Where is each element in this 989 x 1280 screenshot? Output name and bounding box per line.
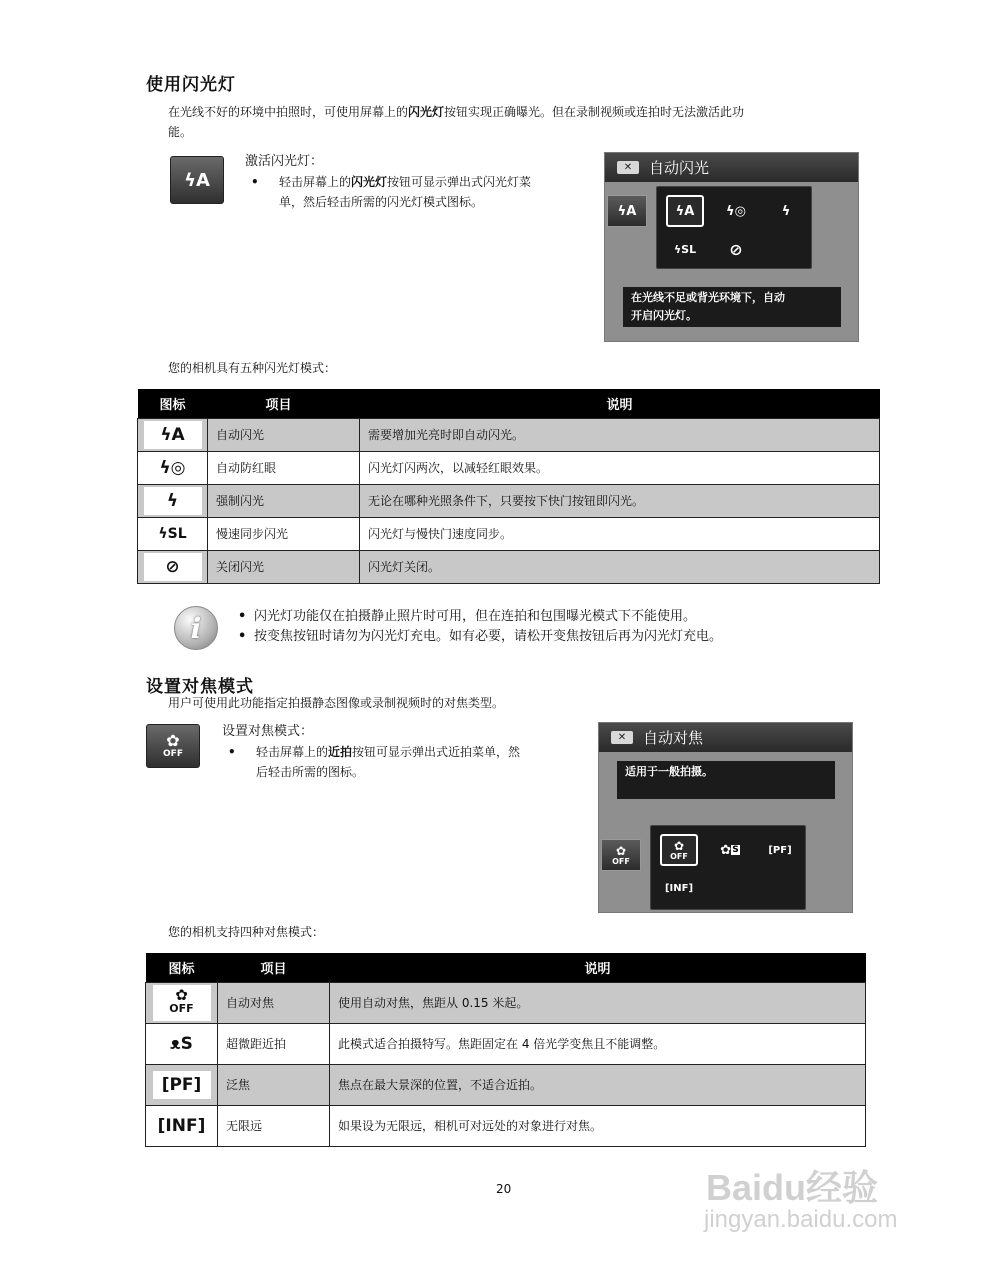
- table-row: [146, 1105, 866, 1146]
- flash-camera-screen: [604, 152, 859, 342]
- focus-pan-focus-icon[interactable]: [PF]: [768, 844, 792, 856]
- flash-screen-titlebar: [605, 153, 858, 182]
- focus-infinity-icon[interactable]: [INF]: [664, 882, 694, 894]
- macro-flower-icon: ✿: [615, 843, 627, 858]
- table-row: [138, 550, 880, 583]
- focus-screen-titlebar: [599, 723, 852, 752]
- watermark-brand: Baidu经验: [706, 1167, 879, 1208]
- page-number: 20: [496, 1182, 512, 1196]
- flash-intro: 在光线不好的环境中拍照时，可使用屏幕上的闪光灯按钮实现正确曝光。但在录制视频或连拍时无法激活此功 能。: [168, 105, 745, 139]
- flash-steps: [245, 152, 595, 212]
- flash-screen-message: 在光线不足或背光环境下，自动 开启闪光灯。: [623, 287, 841, 327]
- close-icon[interactable]: ✕: [617, 161, 639, 174]
- col-icon-header: 图标: [146, 953, 218, 982]
- flash-modes-table: [137, 389, 880, 584]
- row-item: 超微距近拍: [218, 1023, 330, 1064]
- row-item: 泛焦: [218, 1064, 330, 1105]
- flash-auto-icon[interactable]: ϟA: [666, 195, 704, 227]
- macro-side-button[interactable]: ✿ OFF: [601, 839, 641, 871]
- flash-steps-title: 激活闪光灯：: [245, 154, 324, 169]
- row-desc: 使用自动对焦，焦距从 0.15 米起。: [330, 982, 866, 1023]
- row-item: 自动防红眼: [208, 451, 360, 484]
- table-row: [146, 1023, 866, 1064]
- flash-side-button[interactable]: ϟA: [607, 195, 647, 227]
- col-item-header: 项目: [218, 953, 330, 982]
- flash-notes: [232, 607, 892, 647]
- focus-camera-screen: [598, 722, 853, 913]
- focus-auto-icon: ✿ OFF: [153, 985, 211, 1021]
- flash-off-icon: ⊘: [144, 553, 202, 581]
- flash-slow-sync-icon: ϟSL: [144, 520, 202, 548]
- watermark-url: jingyan.baidu.com: [704, 1206, 898, 1233]
- focus-super-macro-icon: ᴥS: [153, 1030, 211, 1058]
- flash-step-1: • 轻击屏幕上的闪光灯按钮可显示弹出式闪光灯菜 单，然后轻击所需的闪光灯模式图标。: [245, 172, 595, 212]
- table-row: [146, 982, 866, 1023]
- col-desc-header: 说明: [330, 953, 866, 982]
- flash-redeye-icon[interactable]: ϟ◎: [726, 203, 746, 219]
- focus-screen-message: 适用于一般拍摄。: [617, 761, 835, 799]
- macro-flower-icon: ✿: [166, 731, 180, 750]
- flash-mode-popup: [656, 186, 812, 269]
- flash-auto-icon: ϟA: [144, 421, 202, 449]
- flash-screen-title: 自动闪光: [649, 159, 710, 177]
- table-row: [138, 484, 880, 517]
- focus-infinity-icon: [INF]: [153, 1112, 211, 1140]
- row-item: 自动闪光: [208, 418, 360, 451]
- row-desc: 此模式适合拍摄特写。焦距固定在 4 倍光学变焦且不能调整。: [330, 1023, 866, 1064]
- table-row: [138, 418, 880, 451]
- table-row: [146, 1064, 866, 1105]
- col-desc-header: 说明: [360, 389, 880, 418]
- focus-screen-title: 自动对焦: [643, 729, 704, 747]
- macro-button-icon: ✿ OFF: [146, 724, 200, 768]
- focus-step-1: • 轻击屏幕上的近拍按钮可显示弹出式近拍菜单，然 后轻击所需的图标。: [222, 742, 592, 782]
- focus-pan-focus-icon: [PF]: [153, 1071, 211, 1099]
- flash-off-icon[interactable]: ⊘: [729, 239, 743, 259]
- focus-section-title: 设置对焦模式: [146, 677, 254, 697]
- row-item: 无限远: [218, 1105, 330, 1146]
- focus-steps: [222, 722, 592, 782]
- flash-forced-icon[interactable]: ϟ: [781, 203, 791, 219]
- col-icon-header: 图标: [138, 389, 208, 418]
- row-item: 慢速同步闪光: [208, 517, 360, 550]
- focus-modes-table: [145, 953, 866, 1147]
- table-row: [138, 451, 880, 484]
- flash-forced-icon: ϟ: [144, 487, 202, 515]
- flash-note: • 按变焦按钮时请勿为闪光灯充电。如有必要，请松开变焦按钮后再为闪光灯充电。: [232, 627, 892, 647]
- flash-section-title: 使用闪光灯: [146, 75, 236, 95]
- focus-steps-title: 设置对焦模式：: [222, 724, 314, 739]
- row-desc: 闪光灯闪两次，以减轻红眼效果。: [360, 451, 880, 484]
- flash-note: • 闪光灯功能仅在拍摄静止照片时可用，但在连拍和包围曝光模式下不能使用。: [232, 607, 892, 627]
- focus-auto-icon[interactable]: ✿ OFF: [660, 834, 698, 866]
- row-desc: 闪光灯关闭。: [360, 550, 880, 583]
- focus-table-caption: 您的相机支持四种对焦模式：: [168, 925, 325, 939]
- flash-redeye-icon: ϟ◎: [144, 454, 202, 482]
- focus-super-macro-icon[interactable]: ✿ S: [720, 842, 739, 858]
- flash-slow-sync-icon[interactable]: ϟSL: [673, 242, 697, 256]
- row-item: 关闭闪光: [208, 550, 360, 583]
- row-item: 自动对焦: [218, 982, 330, 1023]
- flash-button-icon: ϟA: [170, 156, 224, 204]
- focus-mode-popup: [650, 825, 806, 910]
- close-icon[interactable]: ✕: [611, 731, 633, 744]
- row-desc: 无论在哪种光照条件下，只要按下快门按钮即闪光。: [360, 484, 880, 517]
- row-desc: 如果设为无限远，相机可对远处的对象进行对焦。: [330, 1105, 866, 1146]
- flash-table-caption: 您的相机具有五种闪光灯模式：: [168, 361, 337, 375]
- table-row: [138, 517, 880, 550]
- row-desc: 需要增加光亮时即自动闪光。: [360, 418, 880, 451]
- row-desc: 闪光灯与慢快门速度同步。: [360, 517, 880, 550]
- col-item-header: 项目: [208, 389, 360, 418]
- info-icon: i: [174, 606, 218, 650]
- row-desc: 焦点在最大景深的位置，不适合近拍。: [330, 1064, 866, 1105]
- row-item: 强制闪光: [208, 484, 360, 517]
- focus-intro: 用户可使用此功能指定拍摄静态图像或录制视频时的对焦类型。: [168, 696, 505, 710]
